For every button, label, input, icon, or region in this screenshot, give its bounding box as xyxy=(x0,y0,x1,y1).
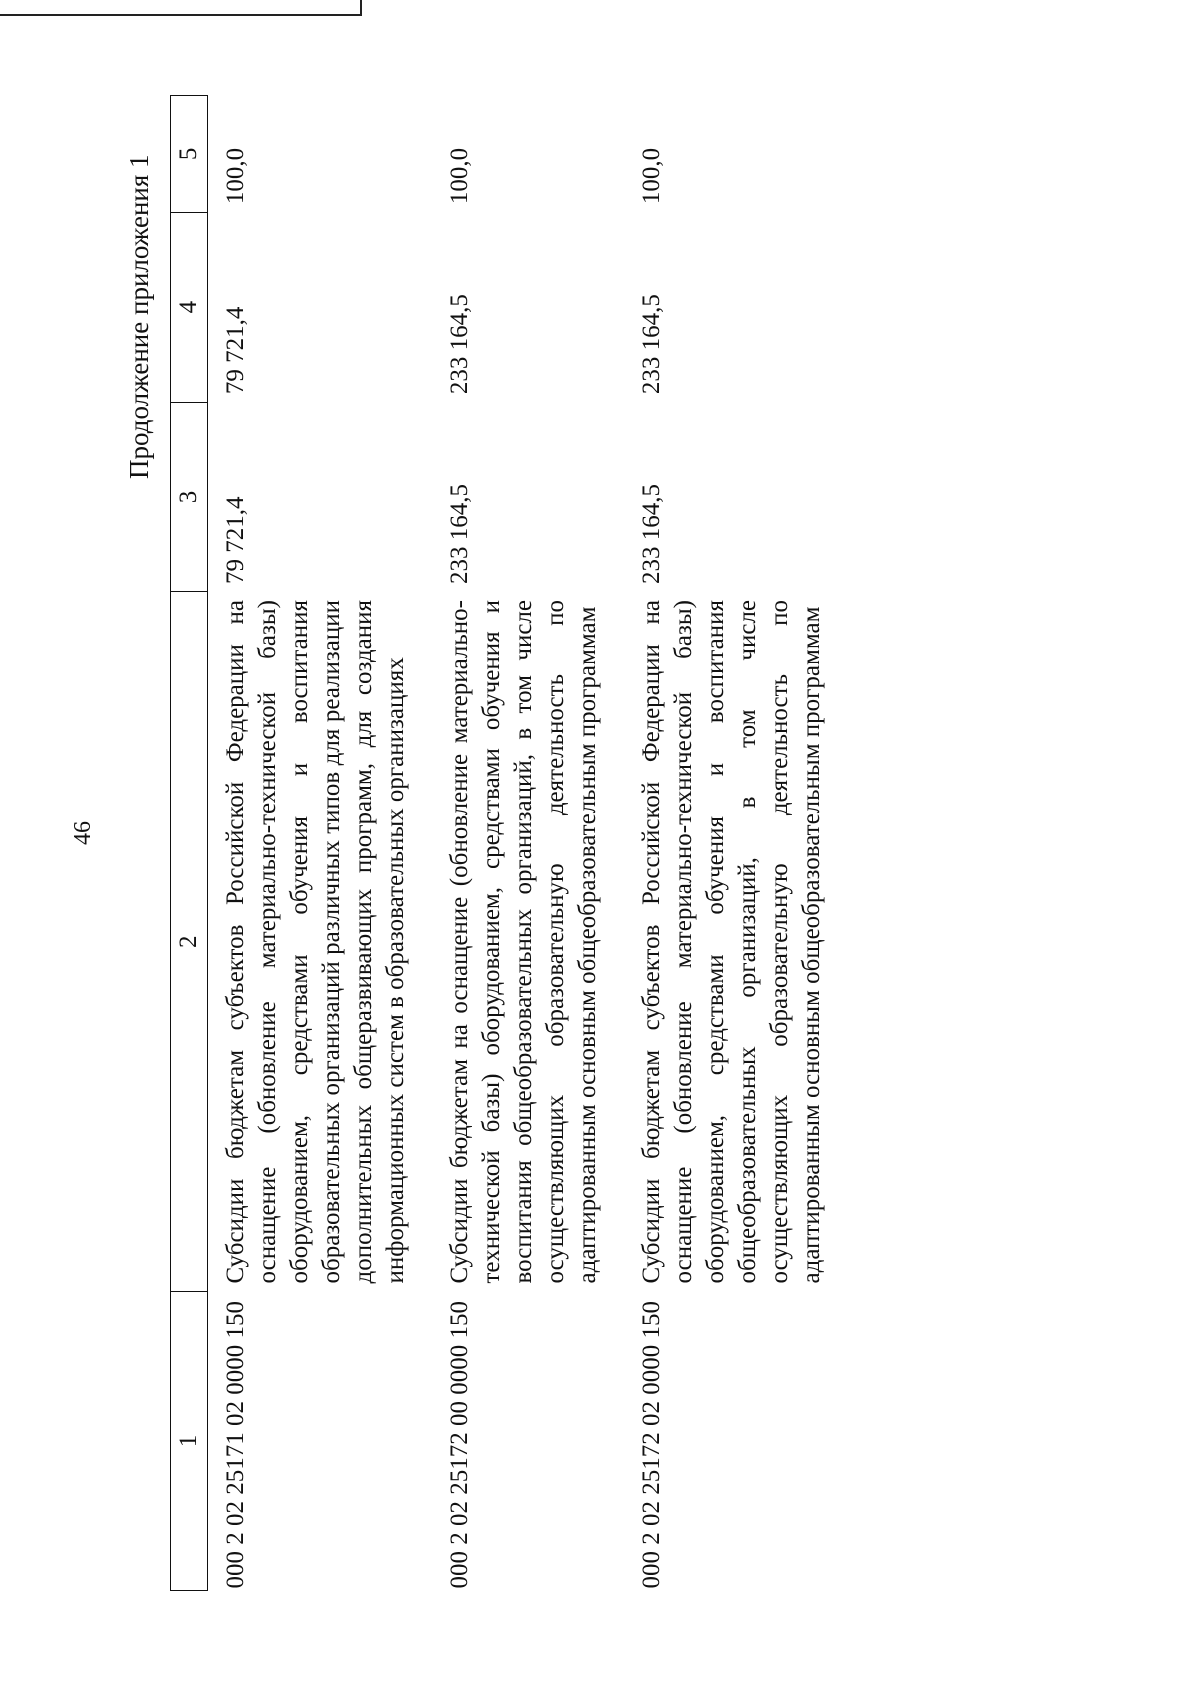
budget-table xyxy=(170,95,848,1591)
row-description: Субсидии бюджетам субъектов Российской Федерации на оснащение (обновление материально-технической базы) оборудованием, средствами обучения и воспитания образовательных организаций различных типов для реализации дополнительных общеразвивающих программ, для создания информационных систем в образовательных организациях xyxy=(222,600,409,1284)
row-value-col3: 233 164,5 xyxy=(446,484,473,584)
row-value-col4: 233 164,5 xyxy=(638,294,665,395)
row-code: 000 2 02 25172 02 0000 150 xyxy=(638,1301,665,1589)
row-code: 000 2 02 25171 02 0000 150 xyxy=(222,1301,249,1589)
row-value-col3: 79 721,4 xyxy=(222,496,249,584)
row-value-col3: 233 164,5 xyxy=(638,484,665,584)
row-value-col4: 79 721,4 xyxy=(222,306,249,395)
column-header-4: 4 xyxy=(171,212,208,402)
table-row xyxy=(432,96,624,1591)
row-value-col4: 233 164,5 xyxy=(446,294,473,395)
row-value-col5: 100,0 xyxy=(222,147,249,205)
column-header-3: 3 xyxy=(171,402,208,592)
continuation-label: Продолжение приложения 1 xyxy=(124,154,154,479)
table-row xyxy=(208,96,433,1591)
row-value-col5: 100,0 xyxy=(638,147,665,205)
row-description: Субсидии бюджетам субъектов Российской Федерации на оснащение (обновление материально-технической базы) оборудованием, средствами обучения и воспитания общеобразовательных организаций, в том числе осуществляющих образовательную деятельность по адаптированным основным общеобразовательным программам xyxy=(638,600,825,1284)
row-description: Субсидии бюджетам на оснащение (обновление материально-технической базы) оборудованием, средствами обучения и воспитания общеобразовательных организаций, в том числе осуществляющих образовательную деятельность по адаптированным основным общеобразовательным программам xyxy=(446,600,601,1284)
page-number: 46 xyxy=(70,821,96,845)
table-header-row xyxy=(171,96,208,1591)
table-row xyxy=(624,96,848,1591)
row-code: 000 2 02 25172 00 0000 150 xyxy=(446,1301,473,1589)
column-header-2: 2 xyxy=(171,592,208,1292)
column-header-5: 5 xyxy=(171,96,208,213)
column-header-1: 1 xyxy=(171,1292,208,1591)
row-value-col5: 100,0 xyxy=(446,147,473,205)
